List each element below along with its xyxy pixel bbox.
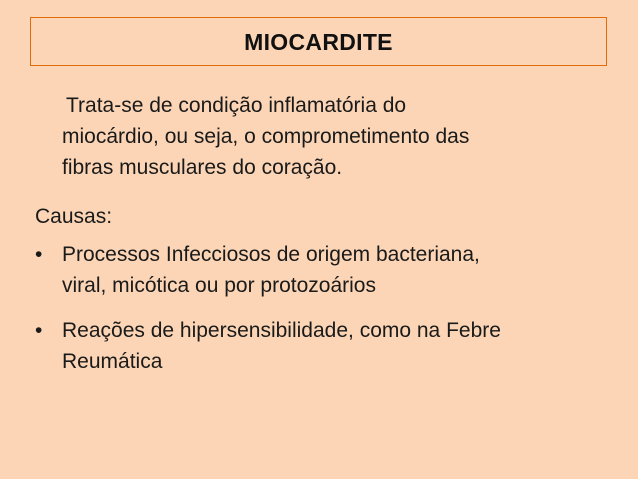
intro-line-1: Trata-se de condição inflamatória do — [66, 94, 407, 117]
bullet-line: viral, micótica ou por protozoários — [62, 274, 376, 297]
bullet-icon: • — [35, 243, 43, 266]
intro-paragraph — [62, 90, 469, 183]
bullet-line: Reações de hipersensibilidade, como na Febre — [62, 319, 501, 342]
intro-line-2: miocárdio, ou seja, o comprometimento das — [62, 125, 470, 148]
bullet-item-infectious — [35, 239, 480, 301]
bullet-text — [62, 239, 480, 301]
bullet-item-hypersensitivity — [35, 315, 501, 377]
causes-label: Causas: — [35, 205, 113, 228]
bullet-icon: • — [35, 319, 43, 342]
slide-title: MIOCARDITE — [244, 29, 393, 55]
bullet-line: Processos Infecciosos de origem bacteriana, — [62, 243, 480, 266]
bullet-text — [62, 315, 501, 377]
title-box — [30, 17, 607, 66]
intro-line-3: fibras musculares do coração. — [62, 156, 343, 179]
bullet-line: Reumática — [62, 350, 163, 373]
